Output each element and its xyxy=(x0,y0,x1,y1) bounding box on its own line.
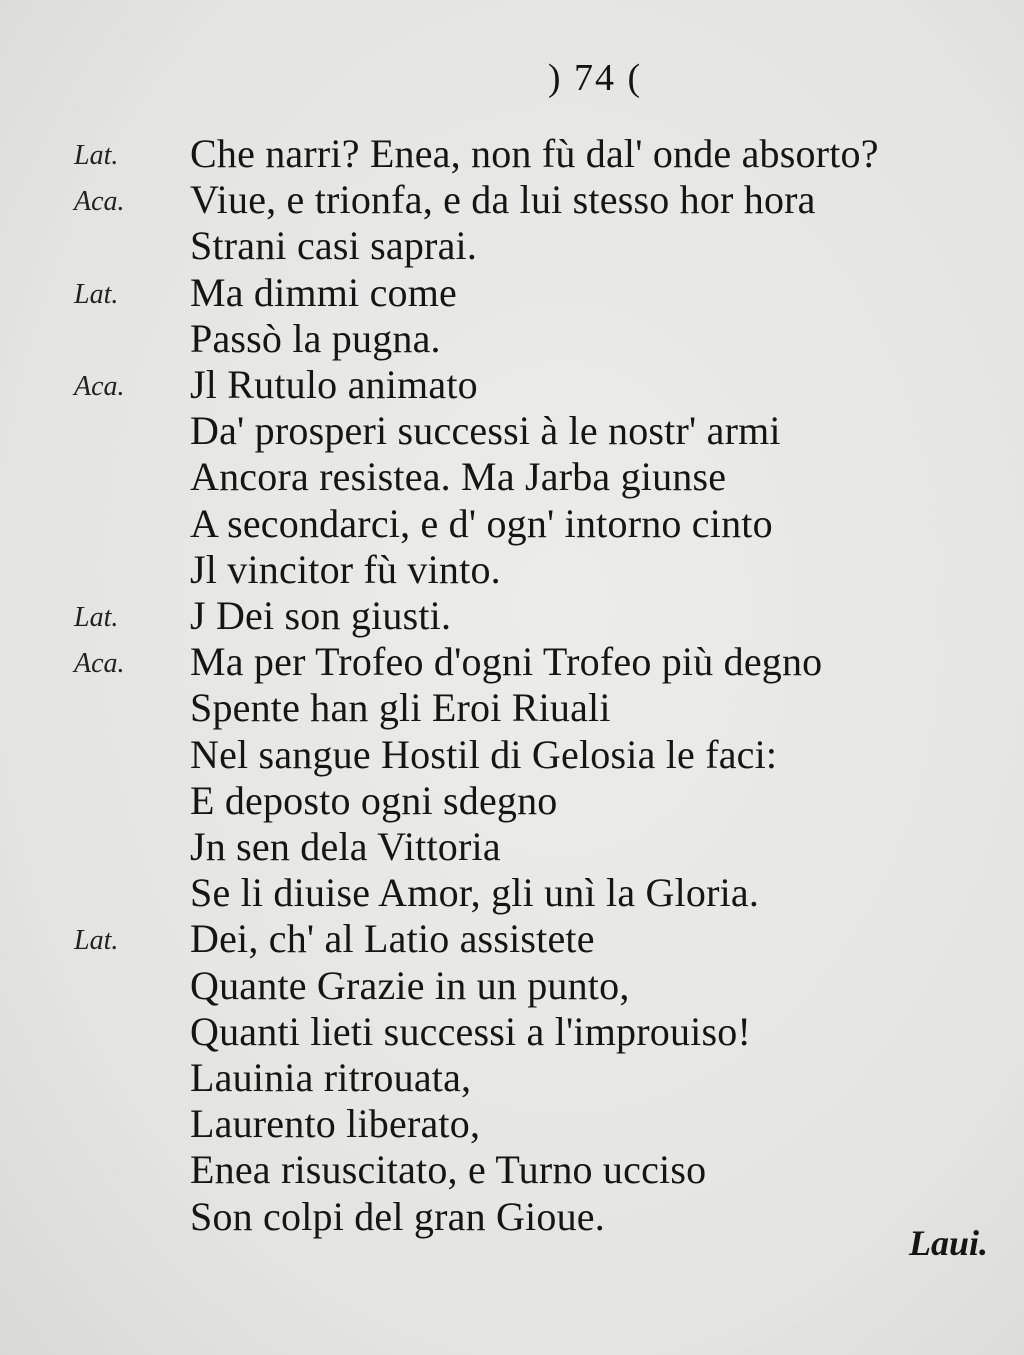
page-number: ) 74 ( xyxy=(547,57,643,99)
verse-text: Jn sen dela Vittoria xyxy=(190,824,501,869)
catchword: Laui. xyxy=(908,1223,988,1263)
speaker-label: Aca. xyxy=(74,648,125,680)
verse-text: Son colpi del gran Gioue. xyxy=(190,1193,605,1239)
verse-text: Jl Rutulo animato xyxy=(190,362,478,407)
verse-text: Viue, e trionfa, e da lui stesso hor hora xyxy=(190,177,816,223)
verse-text: Lauinia ritrouata, xyxy=(190,1055,472,1100)
speaker-label: Lat. xyxy=(74,140,119,171)
verse-text: Che narri? Enea, non fù dal' onde absorto? xyxy=(190,131,879,176)
verse-text: Quanti lieti successi a l'improuiso! xyxy=(190,1008,751,1054)
speaker-label: Aca. xyxy=(74,371,125,402)
verse-text: Laurento liberato, xyxy=(190,1101,481,1147)
verse-text: J Dei son giusti. xyxy=(190,593,452,638)
speaker-label: Lat. xyxy=(74,278,119,310)
verse-text: Ma dimmi come xyxy=(190,269,457,315)
verse-text: Dei, ch' al Latio assistete xyxy=(190,916,595,962)
verse-text: A secondarci, e d' ogn' intorno cinto xyxy=(190,500,773,546)
verse-text: Passò la pugna. xyxy=(190,315,441,361)
speaker-label: Lat. xyxy=(74,602,119,633)
verse-text: Ancora resistea. Ma Jarba giunse xyxy=(190,454,727,500)
verse-text: Da' prosperi successi à le nostr' armi xyxy=(190,408,781,454)
verse-text: Enea risuscitato, e Turno ucciso xyxy=(190,1147,707,1193)
verse-text: Se li diuise Amor, gli unì la Gloria. xyxy=(190,870,760,916)
verse-text: Quante Grazie in un punto, xyxy=(190,962,630,1008)
verse-text: E deposto ogni sdegno xyxy=(190,777,558,823)
verse-text: Ma per Trofeo d'ogni Trofeo più degno xyxy=(190,639,823,685)
verse-text: Strani casi saprai. xyxy=(190,223,478,269)
verse-text: Nel sangue Hostil di Gelosia le faci: xyxy=(190,731,778,777)
verse-text: Spente han gli Eroi Riuali xyxy=(190,685,611,731)
speaker-label: Lat. xyxy=(74,925,119,957)
speaker-label: Aca. xyxy=(74,186,125,218)
verse-line xyxy=(0,1193,1024,1247)
verse-text: Jl vincitor fù vinto. xyxy=(190,546,501,592)
